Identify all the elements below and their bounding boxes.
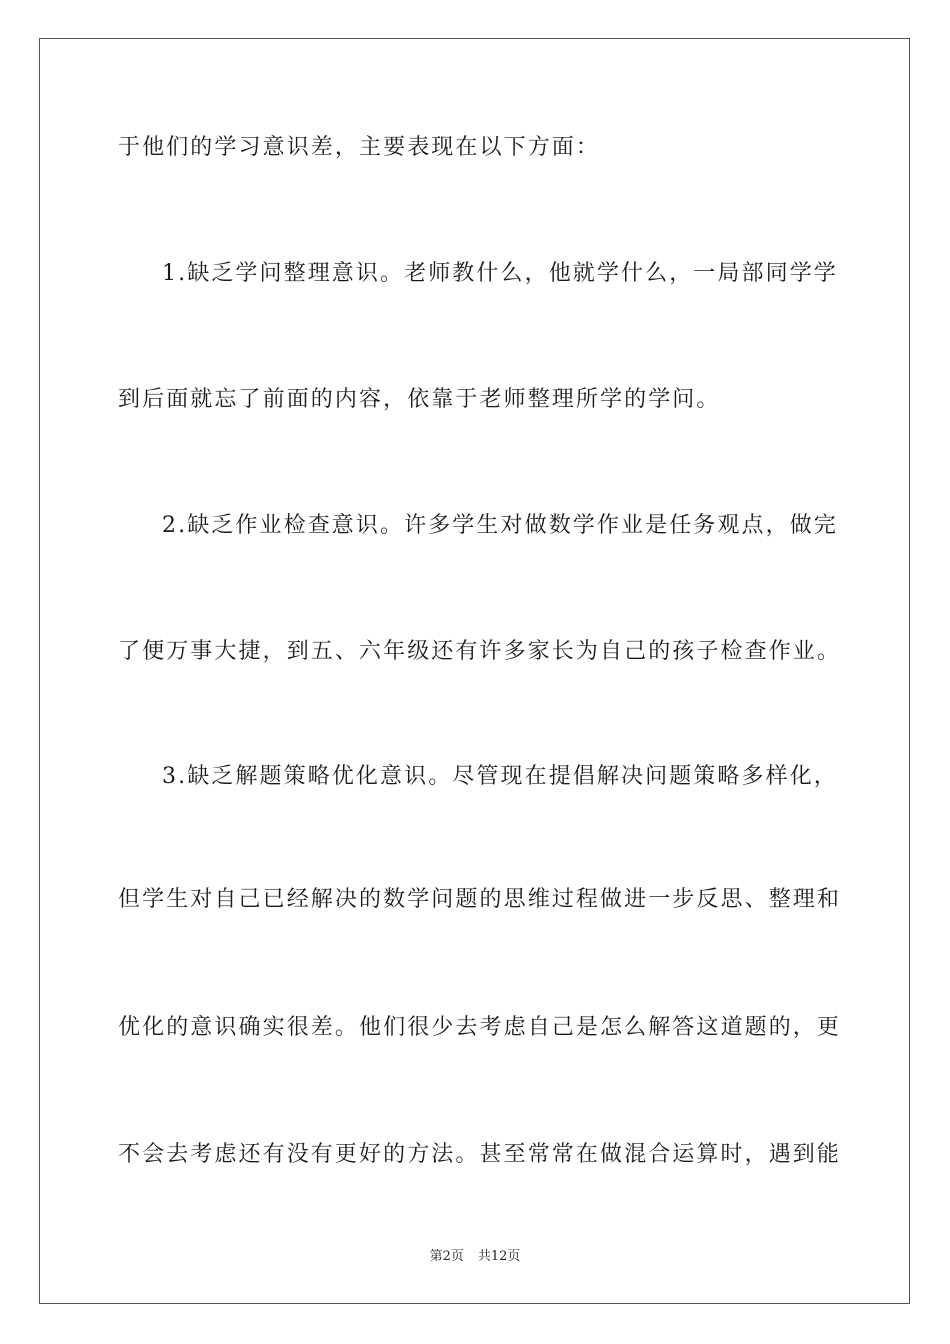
page-border: [39, 38, 910, 1304]
text-line: 优化的意识确实很差。他们很少去考虑自己是怎么解答这道题的，更: [118, 1015, 842, 1040]
text-line: 3.缺乏解题策略优化意识。尽管现在提倡解决问题策略多样化，: [162, 764, 838, 789]
page-number: 第2页: [429, 1249, 464, 1264]
text-line: 不会去考虑还有没有更好的方法。甚至常常在做混合运算时，遇到能: [118, 1142, 842, 1167]
text-line: 但学生对自己已经解决的数学问题的思维过程做进一步反思、整理和: [118, 887, 842, 912]
text-line: 1.缺乏学问整理意识。老师教什么，他就学什么，一局部同学学: [162, 261, 838, 286]
text-line: 了便万事大捷，到五、六年级还有许多家长为自己的孩子检查作业。: [118, 639, 842, 664]
total-pages: 共12页: [477, 1249, 521, 1264]
page-footer: [0, 1248, 950, 1266]
text-line: 于他们的学习意识差，主要表现在以下方面：: [118, 135, 601, 160]
text-line: 到后面就忘了前面的内容，依靠于老师整理所学的学问。: [118, 387, 721, 412]
text-line: 2.缺乏作业检查意识。许多学生对做数学作业是任务观点，做完: [162, 513, 838, 538]
